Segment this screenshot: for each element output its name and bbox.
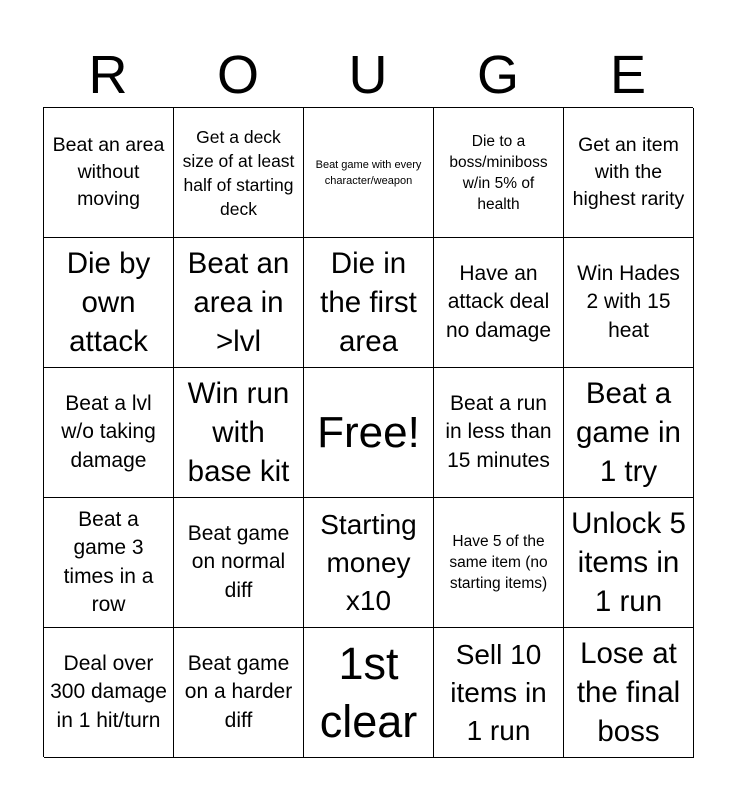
bingo-cell[interactable] bbox=[564, 368, 694, 498]
header-letter-g: G bbox=[476, 45, 519, 105]
cell-text: Sell 10 items in 1 run bbox=[450, 638, 547, 746]
bingo-cell[interactable] bbox=[44, 368, 174, 498]
bingo-cell[interactable] bbox=[434, 628, 564, 758]
bingo-cell[interactable] bbox=[174, 368, 304, 498]
bingo-cell-free[interactable] bbox=[304, 368, 434, 498]
cell-text: Unlock 5 items in 1 run bbox=[571, 507, 686, 618]
header-letter-u: U bbox=[348, 45, 388, 105]
cell-text: Beat game on a harder diff bbox=[184, 651, 293, 732]
bingo-cell[interactable] bbox=[304, 628, 434, 758]
bingo-cell[interactable] bbox=[44, 238, 174, 368]
cell-text: Beat a game 3 times in a row bbox=[63, 507, 154, 616]
bingo-cell[interactable] bbox=[44, 498, 174, 628]
bingo-cell[interactable] bbox=[174, 238, 304, 368]
cell-text: Get an item with the highest rarity bbox=[572, 134, 685, 210]
bingo-cell[interactable] bbox=[564, 628, 694, 758]
bingo-grid bbox=[43, 107, 693, 757]
cell-text: Win run with base kit bbox=[187, 377, 290, 488]
bingo-cell[interactable] bbox=[434, 238, 564, 368]
cell-text: Beat a lvl w/o taking damage bbox=[61, 391, 156, 472]
header-letter-e: E bbox=[609, 45, 647, 105]
bingo-cell[interactable] bbox=[434, 108, 564, 238]
bingo-cell[interactable] bbox=[304, 108, 434, 238]
cell-text: Beat a run in less than 15 minutes bbox=[445, 391, 552, 472]
cell-text: Beat game on normal diff bbox=[187, 521, 290, 602]
cell-text: Get a deck size of at least half of starting deck bbox=[182, 126, 295, 219]
cell-text: Starting money x10 bbox=[320, 508, 417, 616]
cell-text: Free! bbox=[317, 407, 420, 457]
cell-text: 1st clear bbox=[319, 637, 418, 747]
bingo-cell[interactable] bbox=[304, 498, 434, 628]
cell-text: Beat an area in >lvl bbox=[187, 247, 290, 358]
bingo-cell[interactable] bbox=[174, 108, 304, 238]
bingo-cell[interactable] bbox=[564, 108, 694, 238]
header-letter-r: R bbox=[88, 45, 128, 105]
cell-text: Have an attack deal no damage bbox=[445, 261, 552, 342]
cell-text: Lose at the final boss bbox=[576, 637, 681, 748]
cell-text: Die in the first area bbox=[320, 247, 417, 358]
cell-text: Beat an area without moving bbox=[52, 134, 165, 210]
bingo-cell[interactable] bbox=[434, 498, 564, 628]
cell-text: Have 5 of the same item (no starting items) bbox=[449, 533, 548, 592]
header-letter-o: O bbox=[216, 45, 259, 105]
bingo-cell[interactable] bbox=[44, 108, 174, 238]
cell-text: Beat game with every character/weapon bbox=[315, 158, 422, 187]
bingo-cell[interactable] bbox=[434, 368, 564, 498]
bingo-cell[interactable] bbox=[304, 238, 434, 368]
bingo-cell[interactable] bbox=[564, 238, 694, 368]
cell-text: Deal over 300 damage in 1 hit/turn bbox=[50, 651, 167, 732]
bingo-cell[interactable] bbox=[44, 628, 174, 758]
cell-text: Win Hades 2 with 15 heat bbox=[577, 261, 680, 342]
cell-text: Die to a boss/miniboss w/in 5% of health bbox=[449, 132, 548, 213]
bingo-header bbox=[43, 44, 693, 106]
bingo-cell[interactable] bbox=[174, 628, 304, 758]
cell-text: Beat a game in 1 try bbox=[576, 377, 681, 488]
cell-text: Die by own attack bbox=[66, 247, 151, 358]
bingo-cell[interactable] bbox=[174, 498, 304, 628]
bingo-cell[interactable] bbox=[564, 498, 694, 628]
